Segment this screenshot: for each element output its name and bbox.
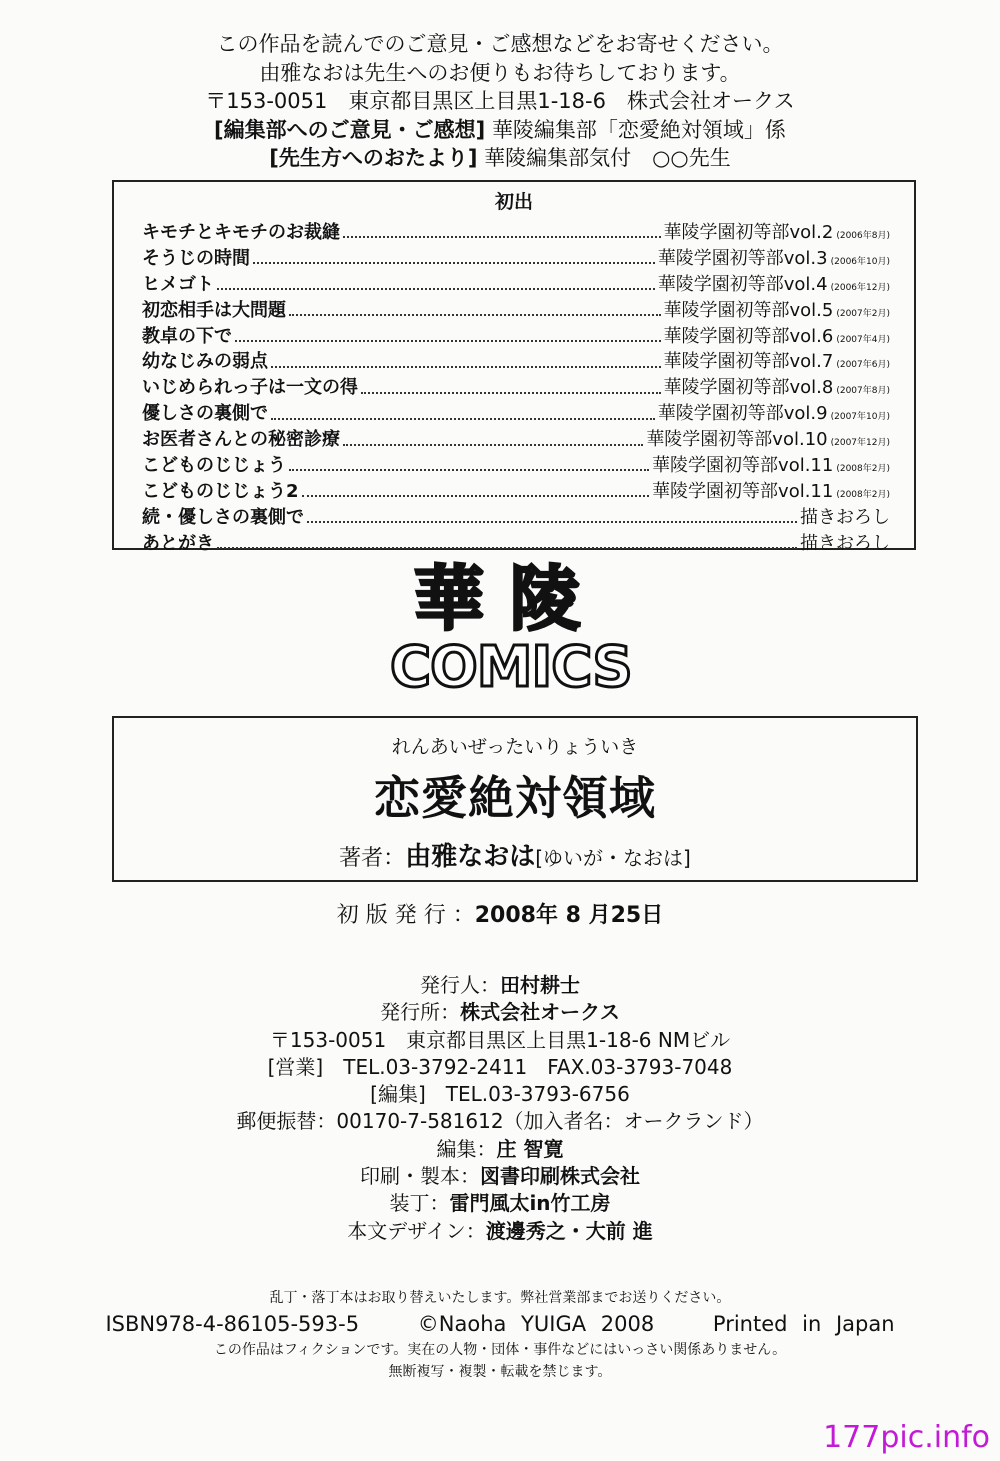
leader-dots — [253, 249, 655, 264]
book-title: 恋愛絶対領域 — [374, 771, 656, 825]
issuer-value: 田村耕士 — [500, 973, 580, 997]
credit-source: 華陵学園初等部vol.6 — [663, 325, 834, 347]
first-appearance-list — [142, 218, 890, 555]
editor-label: 編集： — [436, 1136, 497, 1161]
editor-value: 庄 智寛 — [496, 1136, 564, 1161]
credit-date: (2007年4月) — [836, 334, 890, 345]
isbn: ISBN978-4-86105-593-5 — [105, 1312, 360, 1336]
letters-line — [0, 144, 1000, 173]
credit-date: (2008年2月) — [836, 464, 890, 475]
leader-dots — [271, 353, 661, 368]
leader-dots — [361, 379, 661, 394]
author-name: 由雅なおは — [405, 842, 536, 872]
credit-title: そうじの時間 — [142, 247, 250, 269]
credit-source: 華陵学園初等部vol.11 — [652, 455, 834, 477]
credit-row — [142, 425, 890, 451]
editor-line — [0, 1136, 1000, 1163]
credit-title: 優しさの裏側で — [142, 403, 268, 425]
leader-dots — [217, 534, 797, 549]
author-line — [114, 836, 916, 873]
publication-date-label: 初 版 発 行 ： — [336, 903, 475, 928]
leader-dots — [271, 405, 655, 420]
printed-in: Printed in Japan — [712, 1312, 895, 1336]
credit-title: いじめられっ子は一文の得 — [142, 377, 358, 399]
author-label: 著者： — [339, 846, 406, 871]
credit-title: 幼なじみの弱点 — [142, 351, 268, 373]
credit-row — [142, 322, 890, 348]
credit-source: 華陵学園初等部vol.11 — [652, 480, 834, 502]
credit-row — [142, 218, 890, 244]
publication-date — [0, 898, 1000, 929]
print-label: 印刷・製本： — [360, 1164, 480, 1189]
credit-source: 華陵学園初等部vol.10 — [646, 429, 828, 451]
issuer-line — [0, 972, 1000, 999]
credit-source: 描きおろし — [800, 506, 890, 528]
credit-row — [142, 270, 890, 296]
logo-comics: COMICS — [390, 635, 632, 700]
karyou-comics-logo — [390, 560, 630, 710]
issuer-label: 発行人： — [420, 973, 500, 997]
office-line — [0, 999, 1000, 1026]
colophon-footer — [0, 1287, 1000, 1383]
leader-dots — [235, 327, 661, 342]
leader-dots — [343, 223, 661, 238]
leader-dots — [343, 431, 643, 446]
print-value: 図書印刷株式会社 — [480, 1164, 640, 1189]
design-value: 渡邊秀之・大前 進 — [485, 1218, 653, 1243]
reader-feedback-block — [0, 30, 1000, 173]
binding-value: 雷門風太in竹工房 — [449, 1191, 611, 1216]
book-title-box — [112, 716, 918, 882]
logo-kanji: 華陵 — [414, 558, 606, 640]
office-label: 発行所： — [380, 1000, 461, 1025]
credit-row — [142, 529, 890, 555]
leader-dots — [289, 301, 661, 316]
credit-source: 華陵学園初等部vol.8 — [663, 377, 834, 399]
fiction-note: この作品はフィクションです。実在の人物・団体・事件などにはいっさい関係ありません。 — [213, 1342, 787, 1358]
opinions-label: [編集部へのご意見・ご感想] — [214, 117, 486, 142]
credit-title: お医者さんとの秘密診療 — [142, 429, 340, 451]
opinions-value: 華陵編集部「恋愛絶対領域」係 — [491, 117, 786, 142]
site-watermark[interactable]: 177pic.info — [823, 1420, 990, 1455]
credit-source: 描きおろし — [800, 532, 890, 554]
publisher-address: 〒153-0051 東京都目黒区上目黒1-18-6 NMビル — [269, 1027, 731, 1052]
letters-welcome-line: 由雅なおは先生へのお便りもお待ちしております。 — [259, 60, 741, 85]
credit-title: こどものじじょう — [142, 455, 286, 477]
title-ruby: れんあいぜったいりょういき — [391, 736, 639, 758]
credit-row — [142, 244, 890, 270]
credit-title: キモチとキモチのお裁縫 — [142, 222, 340, 243]
credit-title: あとがき — [142, 532, 214, 554]
opinions-line — [0, 116, 1000, 145]
credit-source: 華陵学園初等部vol.9 — [657, 403, 828, 425]
credit-date: (2007年10月) — [830, 412, 890, 423]
leader-dots — [289, 456, 649, 471]
letters-label: [先生方へのおたより] — [269, 146, 478, 170]
credit-date: (2008年2月) — [836, 489, 890, 500]
credit-date: (2007年2月) — [836, 308, 890, 319]
credit-date: (2007年12月) — [830, 438, 890, 449]
credit-source: 華陵学園初等部vol.5 — [663, 299, 834, 321]
print-line — [0, 1163, 1000, 1190]
credit-title: こどものじじょう2 — [142, 480, 299, 502]
design-label: 本文デザイン： — [347, 1218, 486, 1243]
sales-contact: [営業] TEL.03-3792-2411 FAX.03-3793-7048 — [267, 1054, 733, 1079]
replacement-note: 乱丁・落丁本はお取り替えいたします。弊社営業部までお送りください。 — [269, 1290, 731, 1306]
editorial-contact: [編集] TEL.03-3793-6756 — [370, 1082, 630, 1107]
publication-date-value: 2008年 8 月25日 — [474, 903, 664, 928]
credit-date: (2006年12月) — [830, 282, 890, 293]
binding-line — [0, 1190, 1000, 1217]
credit-row — [142, 373, 890, 399]
credit-source: 華陵学園初等部vol.4 — [657, 273, 828, 295]
credit-date: (2006年10月) — [830, 256, 890, 267]
credit-row — [142, 451, 890, 477]
copyright: ©Naoha YUIGA 2008 — [417, 1312, 655, 1336]
office-value: 株式会社オークス — [460, 1000, 620, 1025]
credit-date: (2006年8月) — [836, 231, 890, 241]
credit-row — [142, 296, 890, 322]
first-appearance-box — [112, 180, 916, 554]
leader-dots — [302, 482, 650, 497]
credit-row — [142, 399, 890, 425]
binding-label: 装丁： — [389, 1191, 450, 1216]
credit-source: 華陵学園初等部vol.3 — [657, 247, 828, 269]
leader-dots — [307, 508, 797, 523]
feedback-address: 〒153-0051 東京都目黒区上目黒1-18-6 株式会社オークス — [205, 89, 795, 113]
credit-source: 華陵学園初等部vol.2 — [663, 222, 834, 243]
design-line — [0, 1218, 1000, 1245]
credit-date: (2007年6月) — [836, 360, 890, 371]
feedback-request-line: この作品を読んでのご意見・ご感想などをお寄せください。 — [216, 32, 784, 56]
credit-title: ヒメゴト — [142, 273, 214, 295]
isbn-copyright-line — [0, 1309, 1000, 1339]
leader-dots — [217, 275, 655, 290]
credit-date: (2007年8月) — [836, 386, 890, 397]
credit-source: 華陵学園初等部vol.7 — [663, 351, 834, 373]
credit-title: 教卓の下で — [142, 325, 232, 347]
credit-title: 続・優しさの裏側で — [142, 506, 304, 528]
author-ruby: [ゆいが・なおは] — [535, 846, 691, 870]
postal-transfer: 郵便振替：00170-7-581612（加入者名：オークランド） — [236, 1109, 764, 1134]
credit-row — [142, 347, 890, 373]
publisher-info — [0, 972, 1000, 1245]
letters-value: 華陵編集部気付 ○○先生 — [484, 146, 731, 170]
credit-row — [142, 477, 890, 503]
credit-title: 初恋相手は大問題 — [142, 299, 286, 321]
credit-row — [142, 503, 890, 529]
first-appearance-heading: 初出 — [494, 191, 533, 213]
reproduction-note: 無断複写・複製・転載を禁じます。 — [388, 1364, 612, 1380]
